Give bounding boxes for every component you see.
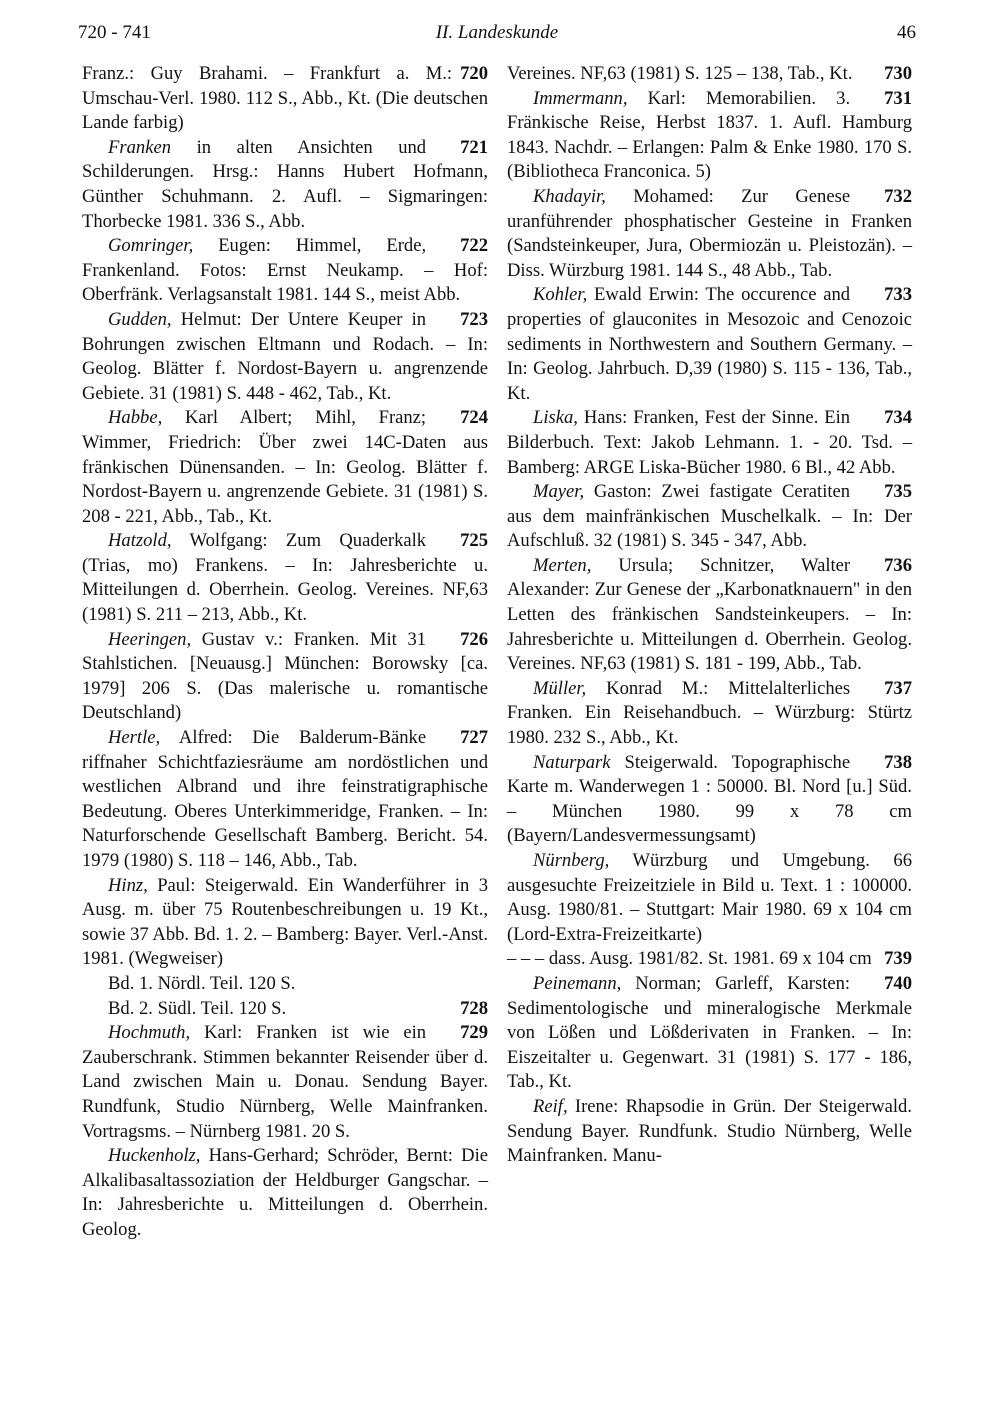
bibliography-entry [507, 480, 912, 554]
bibliography-entry [507, 283, 912, 406]
entry-text: Bd. 1. Nördl. Teil. 120 S. [108, 972, 296, 994]
bibliography-entry [507, 849, 912, 947]
bibliography-entry [82, 234, 488, 308]
entry-author: Müller, [533, 677, 587, 699]
entry-text: Franz.: Guy Brahami. – Frankfurt a. M.: Umschau-Verl. 1980. 112 S., Abb., Kt. (Die deutschen Lande farbig) [82, 63, 488, 134]
entry-text: Paul: Steigerwald. Ein Wanderführer in 3 Ausg. m. über 75 Routenbeschreibungen u. 19 Kt., sowie 37 Abb. Bd. 1. 2. – Bamberg: Bayer. Verl.-Anst. 1981. (Wegweiser) [82, 874, 488, 970]
bibliography-entry [507, 62, 912, 87]
entry-text: Irene: Rhapsodie in Grün. Der Steigerwald. Sendung Bayer. Rundfunk. Studio Nürnberg, Welle Mainfranken. Manu- [507, 1095, 912, 1167]
entry-text: Karl Albert; Mihl, Franz; Wimmer, Friedrich: Über zwei 14C-Daten aus fränkischen Dünensanden. – In: Geolog. Blätter f. Nordost-Bayern u. angrenzende Gebiete. 31 (1981) S. 208 - 221, Abb., Tab., Kt. [82, 407, 488, 527]
entry-number: 723 [460, 308, 488, 330]
bibliography-entry [82, 1144, 488, 1242]
entry-author: Khadayir, [533, 185, 606, 207]
entry-text: Mohamed: Zur Genese uranführender phosphatischer Gesteine in Franken (Sandsteinkeuper, Jura, Obermiozän u. Pleistozän). – Diss. Würzburg 1981. 144 S., 48 Abb., Tab. [507, 185, 912, 281]
entry-number: 735 [884, 481, 912, 503]
bibliography-entry [82, 62, 488, 136]
entry-number: 727 [460, 727, 488, 749]
entry-number: 721 [460, 136, 488, 158]
entry-author: Merten, [533, 554, 592, 576]
bibliography-entry [507, 972, 912, 1095]
entry-author: Mayer, [533, 481, 585, 503]
entry-author: Franken [108, 136, 171, 158]
entry-text: Wolfgang: Zum Quaderkalk (Trias, mo) Frankens. – In: Jahresberichte u. Mitteilungen d. Oberrhein. Geolog. Vereines. NF,63 (1981) S. 211 – 213, Abb., Kt. [82, 530, 488, 626]
bibliography-entry [507, 185, 912, 283]
entry-text: Alfred: Die Balderum-Bänke riffnaher Schichtfaziesräume am nordöstlichen und westlichen Albrand und ihre feinstratigraphische Bedeutung. Oberes Unterkimmeridge, Franken. – In: Naturforschende Gesellschaft Bamberg. Bericht. 54. 1979 (1980) S. 118 – 146, Abb., Tab. [82, 727, 488, 871]
section-title: II. Landeskunde [435, 22, 559, 43]
entry-text: Konrad M.: Mittelalterliches Franken. Ein Reisehandbuch. – Würzburg: Stürtz 1980. 232 S., Abb., Kt. [507, 677, 912, 749]
entry-author: Hochmuth, [108, 1022, 191, 1044]
entry-text: Eugen: Himmel, Erde, Frankenland. Fotos: Ernst Neukamp. – Hof: Oberfränk. Verlagsanstalt 1981. 144 S., meist Abb. [82, 235, 488, 306]
entry-author: Liska, [533, 407, 578, 429]
entry-range: 720 - 741 [78, 22, 151, 43]
bibliography-entry [507, 87, 912, 185]
sub-entry [82, 972, 488, 997]
bibliography-entry [507, 406, 912, 480]
entry-text: Ursula; Schnitzer, Walter Alexander: Zur Genese der „Karbonatknauern" in den Letten des fränkischen Sandsteinkeupers. – In: Jahresberichte u. Mitteilungen d. Oberrhein. Geolog. Vereines. NF,63 (1981) S. 181 - 199, Abb., Tab. [507, 554, 912, 675]
entry-text: Bd. 2. Südl. Teil. 120 S. [108, 997, 287, 1019]
bibliography-entry [507, 1095, 912, 1169]
entry-number: 736 [884, 554, 912, 576]
entry-author: Hinz, [108, 874, 148, 896]
entry-number: 737 [884, 677, 912, 699]
bibliography-entry [507, 677, 912, 751]
entry-number: 734 [884, 407, 912, 429]
entry-author: Huckenholz, [108, 1145, 201, 1167]
entry-author: Heeringen, [108, 628, 192, 650]
entry-number: 738 [884, 751, 912, 773]
entry-text: Hans-Gerhard; Schröder, Bernt: Die Alkalibasaltassoziation der Heldburger Gangschar. – In: Jahresberichte u. Mitteilungen d. Oberrhein. Geolog. [82, 1145, 488, 1240]
entry-text: Ewald Erwin: The occurence and properties of glauconites in Mesozoic and Cenozoic sediments in Northwestern and Southern Germany. – In: Geolog. Jahrbuch. D,39 (1980) S. 115 - 136, Tab., Kt. [507, 284, 912, 404]
entry-number: 739 [884, 948, 912, 970]
entry-number: 740 [884, 972, 912, 994]
entry-number: 726 [460, 628, 488, 650]
entry-author: Immermann, [533, 87, 628, 109]
bibliography-entry [82, 1021, 488, 1144]
page-header [78, 18, 916, 48]
entry-number: 720 [460, 63, 488, 84]
entry-number: 733 [884, 284, 912, 306]
entry-author: Naturpark [533, 751, 611, 773]
page-number: 46 [897, 22, 916, 43]
bibliography-entry [82, 136, 488, 234]
entry-text: Gaston: Zwei fastigate Ceratiten aus dem mainfränkischen Muschelkalk. – In: Der Aufschluß. 32 (1981) S. 345 - 347, Abb. [507, 481, 912, 552]
entry-author: Habbe, [108, 407, 163, 429]
entry-text: – – – dass. Ausg. 1981/82. St. 1981. 69 x 104 cm [507, 948, 872, 970]
entry-number: 730 [884, 63, 912, 84]
sub-entry [82, 997, 488, 1022]
entry-author: Peinemann, [533, 972, 622, 994]
entry-number: 725 [460, 530, 488, 552]
entry-author: Hatzold, [108, 530, 172, 552]
entry-text: Karl: Franken ist wie ein Zauberschrank. Stimmen bekannter Reisender über d. Land zwischen Main u. Donau. Sendung Bayer. Rundfunk, Studio Nürnberg, Welle Mainfranken. Vortragsms. – Nürnberg 1981. 20 S. [82, 1022, 488, 1142]
bibliography-entry [507, 554, 912, 677]
bibliography-entry [82, 529, 488, 627]
entry-number: 722 [460, 235, 488, 257]
entry-text: Vereines. NF,63 (1981) S. 125 – 138, Tab., Kt. [507, 63, 853, 84]
entry-text: Karl: Memorabilien. 3. Fränkische Reise, Herbst 1837. 1. Aufl. Hamburg 1843. Nachdr. – Erlangen: Palm & Enke 1980. 170 S. (Bibliotheca Franconica. 5) [507, 87, 912, 183]
bibliography-entry [507, 751, 912, 849]
entry-text: Hans: Franken, Fest der Sinne. Ein Bilderbuch. Text: Jakob Lehmann. 1. - 20. Tsd. – Bamberg: ARGE Liska-Bücher 1980. 6 Bl., 42 Abb. [507, 407, 912, 478]
entry-number: 732 [884, 185, 912, 207]
entry-number: 724 [460, 407, 488, 429]
bibliography-entry [82, 308, 488, 406]
entry-author: Gomringer, [108, 235, 194, 257]
bibliography-entry [82, 726, 488, 874]
entry-text: Helmut: Der Untere Keuper in Bohrungen zwischen Eltmann und Rodach. – In: Geolog. Blätter f. Nordost-Bayern u. angrenzende Gebiete. 31 (1981) S. 448 - 462, Tab., Kt. [82, 308, 488, 404]
right-column [507, 62, 912, 1169]
entry-text: Gustav v.: Franken. Mit 31 Stahlstichen. [Neuausg.] München: Borowsky [ca. 1979] 206 S. (Das malerische u. romantische Deutschland) [82, 628, 488, 724]
entry-number: 728 [460, 997, 488, 1019]
entry-text: Norman; Garleff, Karsten: Sedimentologische und mineralogische Merkmale von Lößen und Lößderivaten in Franken. – In: Eiszeitalter u. Gegenwart. 31 (1981) S. 177 - 186, Tab., Kt. [507, 972, 912, 1093]
entry-author: Gudden, [108, 308, 172, 330]
entry-text: Steigerwald. Topographische Karte m. Wanderwegen 1 : 50000. Bl. Nord [u.] Süd. – München 1980. 99 x 78 cm (Bayern/Landesvermessungsamt) [507, 751, 912, 847]
entry-number: 729 [460, 1022, 488, 1044]
entry-author: Nürnberg, [533, 850, 610, 871]
bibliography-entry [507, 947, 912, 972]
left-column [82, 62, 488, 1243]
entry-author: Kohler, [533, 284, 588, 306]
bibliography-entry [82, 628, 488, 726]
entry-text: in alten Ansichten und Schilderungen. Hrsg.: Hanns Hubert Hofmann, Günther Schuhmann. 2. Aufl. – Sigmaringen: Thorbecke 1981. 336 S., Abb. [82, 136, 488, 232]
entry-text: Würzburg und Umgebung. 66 ausgesuchte Freizeitziele in Bild u. Text. 1 : 100000. Ausg. 1980/81. – Stuttgart: Mair 1980. 69 x 104 cm (Lord-Extra-Freizeitkarte) [507, 850, 912, 945]
bibliography-entry [82, 874, 488, 972]
entry-author: Reif, [533, 1095, 568, 1117]
bibliography-entry [82, 406, 488, 529]
entry-author: Hertle, [108, 727, 161, 749]
entry-number: 731 [884, 87, 912, 109]
